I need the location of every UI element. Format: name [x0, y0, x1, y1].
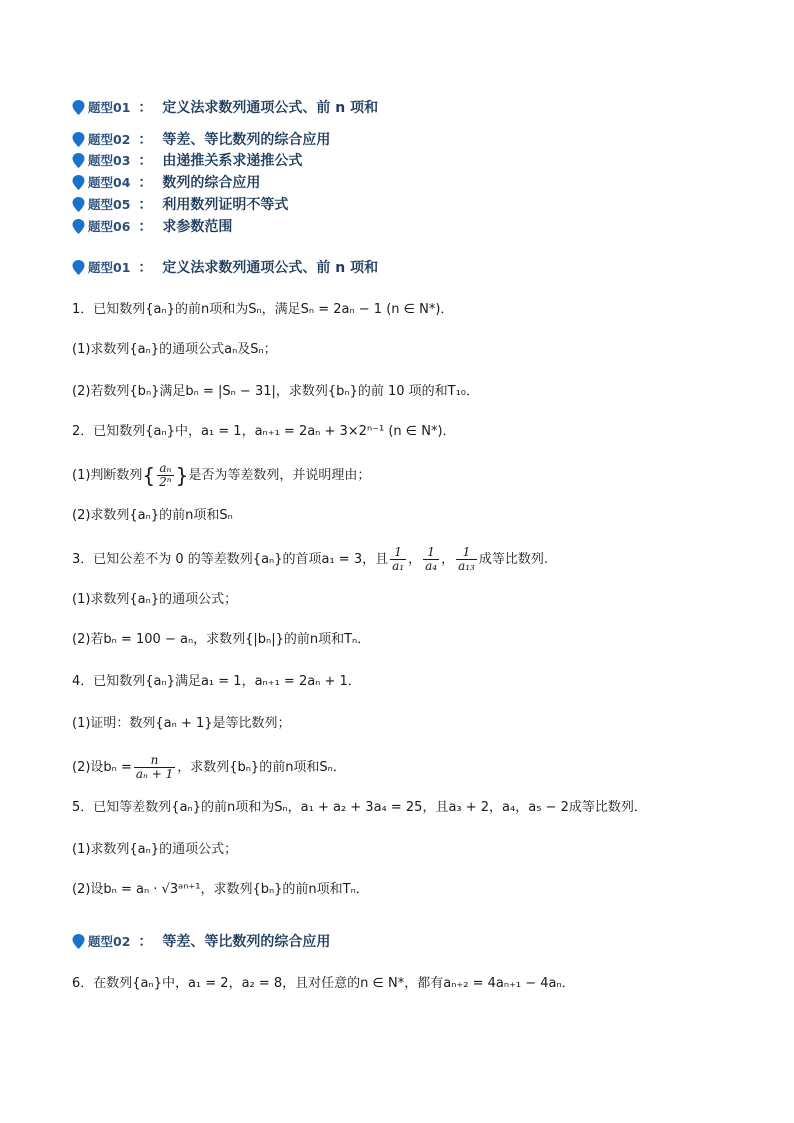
section-tag: 题型01 — [88, 260, 131, 275]
toc-tag: 题型04 — [88, 175, 131, 190]
section-sep: ： — [138, 934, 153, 950]
denominator: a₄ — [425, 559, 438, 573]
text: (2)设bₙ = — [72, 760, 132, 775]
toc-tag: 题型03 — [88, 153, 131, 168]
denominator: aₙ + 1 — [135, 767, 174, 781]
fraction-1 — [390, 546, 406, 573]
toc-title: 等差、等比数列的综合应用 — [162, 132, 331, 148]
toc-title: 数列的综合应用 — [162, 175, 261, 191]
text: (1)判断数列 — [72, 468, 143, 483]
numerator: n — [134, 754, 175, 768]
toc-item-4[interactable] — [72, 171, 260, 193]
numerator: aₙ — [157, 462, 174, 476]
toc-item-1[interactable] — [72, 96, 378, 118]
fraction — [157, 462, 174, 489]
problem-4-part-1: (1)证明：数列{aₙ + 1}是等比数列； — [72, 716, 291, 731]
numerator: 1 — [423, 546, 439, 560]
numerator: 1 — [390, 546, 406, 560]
location-pin-icon — [72, 132, 85, 147]
problem-2-part-1 — [72, 462, 370, 489]
problem-5-part-1: (1)求数列{aₙ}的通项公式； — [72, 842, 238, 857]
section-tag: 题型02 — [88, 934, 131, 949]
denominator: a₁₃ — [458, 559, 475, 573]
toc-title: 利用数列证明不等式 — [162, 197, 289, 213]
toc-tag: 题型06 — [88, 219, 131, 234]
location-pin-icon — [72, 934, 85, 949]
toc-item-2[interactable] — [72, 128, 330, 150]
section-title: 等差、等比数列的综合应用 — [162, 934, 331, 950]
text: ，求数列{bₙ}的前n项和Sₙ． — [177, 760, 346, 775]
location-pin-icon — [72, 175, 85, 190]
section-heading-1 — [72, 256, 378, 278]
problem-3-part-1: (1)求数列{aₙ}的通项公式； — [72, 592, 238, 607]
toc-title: 求参数范围 — [162, 219, 233, 235]
problem-1-part-1: (1)求数列{aₙ}的通项公式aₙ及Sₙ； — [72, 342, 277, 357]
numerator: 1 — [456, 546, 477, 560]
problem-3-part-2: (2)若bₙ = 100 − aₙ，求数列{|bₙ|}的前n项和Tₙ． — [72, 632, 371, 647]
location-pin-icon — [72, 219, 85, 234]
section-title: 定义法求数列通项公式、前 n 项和 — [162, 260, 379, 276]
denominator: a₁ — [392, 559, 405, 573]
fraction-3 — [456, 546, 477, 573]
text: 成等比数列. — [478, 552, 548, 567]
location-pin-icon — [72, 260, 85, 275]
section-heading-2 — [72, 930, 330, 952]
text: 3．已知公差不为 0 的等差数列{aₙ}的首项a₁ = 3，且 — [72, 552, 389, 567]
toc-tag: 题型05 — [88, 197, 131, 212]
toc-sep: ： — [138, 153, 153, 169]
location-pin-icon — [72, 197, 85, 212]
toc-tag: 题型01 — [88, 100, 131, 115]
toc-sep: ： — [138, 175, 153, 191]
denominator: 2ⁿ — [159, 475, 172, 489]
fraction-2 — [423, 546, 439, 573]
toc-sep: ： — [138, 100, 153, 116]
problem-1-part-2: (2)若数列{bₙ}满足bₙ = |Sₙ − 31|，求数列{bₙ}的前 10 项的和T₁₀． — [72, 384, 480, 399]
problem-1: 1．已知数列{aₙ}的前n项和为Sₙ，满足Sₙ = 2aₙ − 1 (n ∈ N*)． — [72, 302, 454, 317]
brace-left: { — [142, 463, 156, 488]
problem-2: 2．已知数列{aₙ}中，a₁ = 1，aₙ₊₁ = 2aₙ + 3×2ⁿ⁻¹ (n ∈ N*)． — [72, 424, 456, 439]
location-pin-icon — [72, 100, 85, 115]
problem-5: 5．已知等差数列{aₙ}的前n项和为Sₙ，a₁ + a₂ + 3a₄ = 25，且a₃ + 2，a₄，a₅ − 2成等比数列． — [72, 800, 647, 815]
section-sep: ： — [138, 260, 153, 276]
toc-sep: ： — [138, 132, 153, 148]
problem-2-part-2: (2)求数列{aₙ}的前n项和Sₙ — [72, 508, 233, 523]
problem-5-part-2: (2)设bₙ = aₙ · √3ᵃⁿ⁺¹，求数列{bₙ}的前n项和Tₙ． — [72, 882, 369, 897]
problem-3: 3．已知公差不为 0 的等差数列{aₙ}的首项a₁ = 3，且 $\frac{1}{\text{a₁}}$ ， $\frac{1}{\text{a₄}}$ ， $\frac{1}{\text{a₁₃}}$ 成等比数列. — [72, 545, 548, 573]
problem-4: 4．已知数列{aₙ}满足a₁ = 1，aₙ₊₁ = 2aₙ + 1． — [72, 674, 361, 689]
toc-item-6[interactable] — [72, 215, 232, 237]
location-pin-icon — [72, 153, 85, 168]
problem-4-part-2 — [72, 754, 346, 781]
toc-title: 定义法求数列通项公式、前 n 项和 — [162, 100, 379, 116]
brace-right: } — [175, 463, 189, 488]
toc-sep: ： — [138, 219, 153, 235]
toc-title: 由递推关系求递推公式 — [162, 153, 303, 169]
toc-tag: 题型02 — [88, 132, 131, 147]
problem-6: 6．在数列{aₙ}中，a₁ = 2，a₂ = 8，且对任意的n ∈ N*，都有aₙ₊₂ = 4aₙ₊₁ − 4aₙ． — [72, 976, 575, 991]
toc-item-5[interactable] — [72, 193, 288, 215]
toc-item-3[interactable] — [72, 149, 302, 171]
toc-sep: ： — [138, 197, 153, 213]
fraction — [134, 754, 175, 781]
text: 是否为等差数列，并说明理由； — [188, 468, 371, 483]
